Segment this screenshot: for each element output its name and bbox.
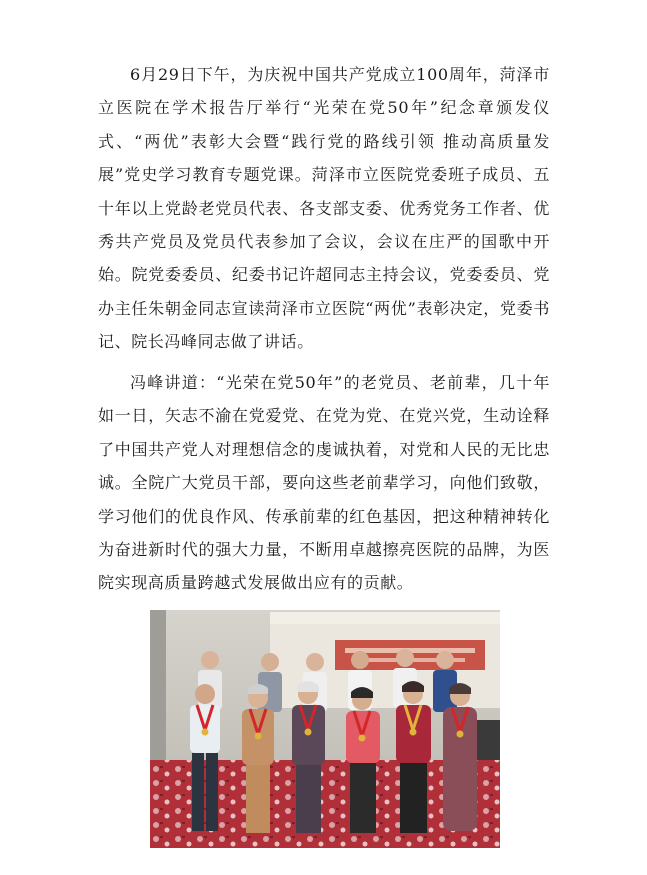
article-paragraph-1: 6月29日下午，为庆祝中国共产党成立100周年，菏泽市立医院在学术报告厅举行“光荣在党50年”纪念章颁发仪式、“两优”表彰大会暨“践行党的路线引领 推动高质量发展”党史学习教育专题党课。菏泽市立医院党委班子成员、五十年以上党龄老党员代表、各支部支委、优秀党务工作者、优秀共产党员及党员代表参加了会议，会议在庄严的国歌中开始。院党委委员、纪委书记许超同志主持会议，党委委员、党办主任朱朝金同志宣读菏泽市立医院“两优”表彰决定，党委书记、院长冯峰同志做了讲话。	[98, 65, 550, 352]
article-paragraph-2: 冯峰讲道：“光荣在党50年”的老党员、老前辈，几十年如一日，矢志不渝在党爱党、在党为党、在党兴党，生动诠释了中国共产党人对理想信念的虔诚执着，对党和人民的无比忠诚。全院广大党员干部，要向这些老前辈学习，向他们致敬，学习他们的优良作风、传承前辈的红色基因，把这种精神转化为奋进新时代的强大力量，不断用卓越擦亮医院的品牌，为医院实现高质量跨越式发展做出应有的贡献。	[98, 373, 550, 593]
group-photo-illustration	[150, 610, 500, 848]
group-photo	[150, 610, 500, 848]
